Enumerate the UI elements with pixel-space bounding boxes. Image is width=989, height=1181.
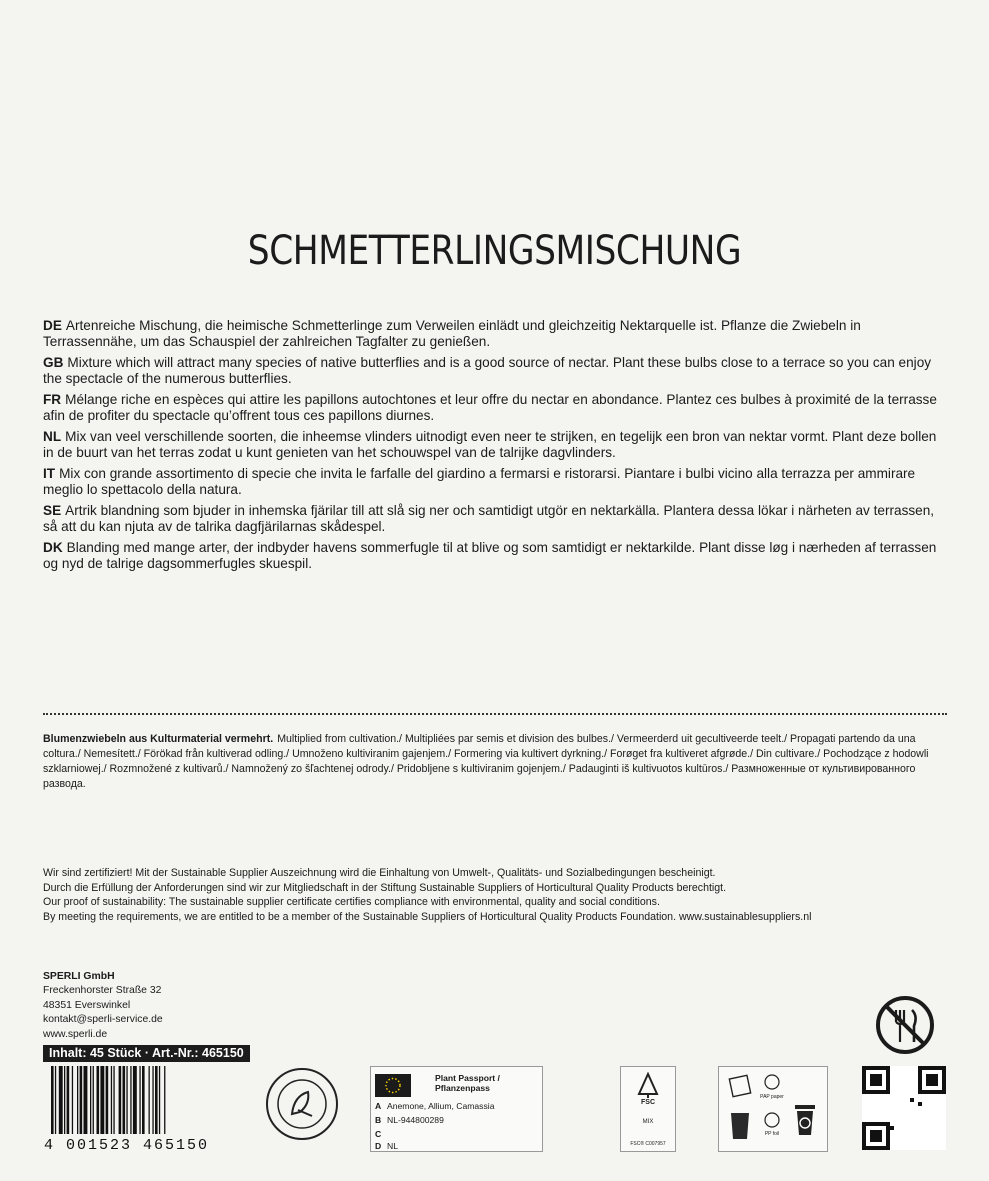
cultivation-note xyxy=(43,732,948,792)
plant-passport xyxy=(370,1066,543,1152)
barcode-bar xyxy=(123,1066,126,1134)
company-address xyxy=(43,970,163,1042)
barcode-bar xyxy=(130,1066,131,1134)
barcode-bar xyxy=(90,1066,91,1134)
fsc-tree-icon xyxy=(633,1072,663,1098)
fsc-logo xyxy=(620,1066,676,1152)
description-it xyxy=(43,466,948,497)
barcode-number: 4 001523 465150 xyxy=(44,1137,210,1154)
recycling-bin-icon xyxy=(793,1101,817,1137)
barcode-bar xyxy=(100,1066,104,1134)
barcode-bar xyxy=(51,1066,54,1134)
eu-flag-icon xyxy=(375,1074,411,1097)
barcode-bar xyxy=(77,1066,78,1134)
company-web: www.sperli.de xyxy=(43,1028,108,1040)
barcode-bar xyxy=(159,1066,160,1134)
cert-line: Our proof of sustainability: The sustainable supplier certificate certifies compliance with environmental, quality and social conditions. xyxy=(43,896,660,909)
barcode-bar xyxy=(119,1066,122,1134)
lang-code: DK xyxy=(43,540,63,555)
fsc-label: FSC xyxy=(641,1099,655,1106)
barcode-bar xyxy=(80,1066,83,1134)
description-de xyxy=(43,318,948,349)
lang-code: NL xyxy=(43,429,62,444)
dotted-divider xyxy=(43,713,947,715)
description-fr xyxy=(43,392,948,423)
lang-text: Artrik blandning som bjuder in inhemska fjärilar till att slå sig ner och samtidigt utgör en nektarkälla. Plantera dessa lökar i närheten av terrassen, så att du kan njuta av de talrika dagfjärilarnas skådespel. xyxy=(43,503,935,534)
lang-code: GB xyxy=(43,355,64,370)
barcode-bar xyxy=(59,1066,63,1134)
barcode-bar xyxy=(64,1066,65,1134)
company-name: SPERLI GmbH xyxy=(43,971,115,982)
barcode-bar xyxy=(55,1066,56,1134)
cultivation-text: Multiplied from cultivation./ Multipliées par semis et division des bulbes./ Vermeerderd uit gecultiveerde teelt./ Propagati partendo da una coltura./ Nemesített./ Förökad från kultiverad odling./ Umnoženo kultiviranim gajenjem./ Formering via kultivert dyrkning./ Forøget fra kultiveret afgrøde./ Din cultivare./ Pochodzące z hodowli szklarniowej./ Rozmnožené z kultivarů./ Namnožený zo šľachtenej odrody./ Pridobljene s kultiviranim gojenjem./ Padauginti iš kultivuotos kultūros./ Размноженные от культивированного развода. xyxy=(43,733,929,790)
page-title: SCHMETTERLINGSMISCHUNG xyxy=(247,228,742,274)
description-se xyxy=(43,503,948,534)
passport-header: Plant Passport / Pflanzenpass xyxy=(435,1073,500,1093)
barcode-bar xyxy=(152,1066,153,1134)
not-edible-icon xyxy=(874,994,936,1056)
barcode-bar xyxy=(133,1066,137,1134)
description-nl xyxy=(43,429,948,460)
barcode-bar xyxy=(139,1066,140,1134)
passport-row-c: C xyxy=(375,1129,382,1139)
barcode-bar xyxy=(84,1066,88,1134)
lang-code: IT xyxy=(43,466,56,481)
qr-code[interactable] xyxy=(862,1066,946,1150)
sustainable-supplier-seal xyxy=(264,1066,340,1142)
barcode-bar xyxy=(106,1066,109,1134)
certification-text xyxy=(43,866,948,924)
barcode-bar xyxy=(164,1066,165,1134)
barcode-bar xyxy=(67,1066,70,1134)
passport-row-d: D NL xyxy=(375,1141,398,1151)
cert-line: By meeting the requirements, we are entitled to be a member of the Sustainable Suppliers of Horticultural Quality Products Foundation. www.sustainablesuppliers.nl xyxy=(43,910,812,923)
lang-text: Mixture which will attract many species of native butterflies and is a good source of nectar. Plant these bulbs close to a terrace so you can enjoy the spectacle of the numerous butterflies. xyxy=(43,355,932,386)
barcode-bar xyxy=(126,1066,127,1134)
quantity-label: Inhalt: 45 Stück · Art.-Nr.: 465150 xyxy=(43,1045,250,1062)
barcode-bar xyxy=(72,1066,73,1134)
description-dk xyxy=(43,540,948,571)
barcode-bar xyxy=(113,1066,114,1134)
barcode-bar xyxy=(155,1066,158,1134)
lang-code: FR xyxy=(43,392,62,407)
fsc-mix: MIX xyxy=(642,1119,654,1125)
description-gb xyxy=(43,355,948,386)
company-city: 48351 Everswinkel xyxy=(43,999,131,1011)
fsc-code: FSC® C007957 xyxy=(630,1141,666,1147)
lang-text: Mélange riche en espèces qui attire les papillons autochtones et leur offre du nectar en abondance. Plantez ces bulbes à proximité de la terrasse afin de profiter du spectacle qu’offrent tous ces papillons diurnes. xyxy=(43,392,937,423)
packaging-icon xyxy=(725,1073,755,1145)
pap-label: PAP paper xyxy=(760,1094,784,1100)
recycling-info xyxy=(718,1066,828,1152)
recycle-pp-icon xyxy=(763,1111,781,1129)
lang-text: Mix van veel verschillende soorten, die inheemse vlinders uitnodigt even neer te strijken, en tegelijk een bron van nektar vormt. Plant deze bollen in de buurt van het terras zodat u kunt genieten van het schouwspel van de talrijke dagvlinders. xyxy=(43,429,937,460)
barcode-bar xyxy=(142,1066,145,1134)
barcode-bar xyxy=(93,1066,94,1134)
lang-text: Mix con grande assortimento di specie che invita le farfalle del giardino a fermarsi e ristorarsi. Piantare i bulbi vicino alla terrazza per ammirare meglio lo spettacolo della natura. xyxy=(43,466,916,497)
barcode-bar xyxy=(97,1066,100,1134)
cert-line: Durch die Erfüllung der Anforderungen sind wir zur Mitgliedschaft in der Stiftung Sustainable Suppliers of Horticultural Quality Products berechtigt. xyxy=(43,881,727,894)
recycle-pap-icon xyxy=(763,1073,781,1091)
description-list xyxy=(43,318,948,577)
pp-label: PP foil xyxy=(764,1131,780,1137)
company-street: Freckenhorster Straße 32 xyxy=(43,985,162,997)
lang-code: DE xyxy=(43,318,62,333)
barcode-bar xyxy=(149,1066,150,1134)
cultivation-lead: Blumenzwiebeln aus Kulturmaterial vermehrt. xyxy=(43,733,274,745)
company-email: kontakt@sperli-service.de xyxy=(43,1014,163,1026)
passport-row-b: B NL-944800289 xyxy=(375,1115,444,1125)
lang-code: SE xyxy=(43,503,62,518)
barcode-bar xyxy=(111,1066,112,1134)
cert-line: Wir sind zertifiziert! Mit der Sustainable Supplier Auszeichnung wird die Einhaltung von Umwelt-, Qualitäts- und Sozialbedingungen bescheinigt. xyxy=(43,867,716,879)
lang-text: Artenreiche Mischung, die heimische Schmetterlinge zum Verweilen einlädt und gleichzeitig Nektarquelle ist. Pflanze die Zwiebeln in Terrassennähe, um das Schauspiel der zahlreichen Tagfalter zu genießen. xyxy=(43,318,861,349)
passport-row-a: A Anemone, Allium, Camassia xyxy=(375,1101,495,1111)
lang-text: Blanding med mange arter, der indbyder havens sommerfugle til at blive og som samtidigt er nektarkilde. Plant disse løg i nærheden af terrassen og nyd de talrige dagsommerfugles skuespil. xyxy=(43,540,937,571)
